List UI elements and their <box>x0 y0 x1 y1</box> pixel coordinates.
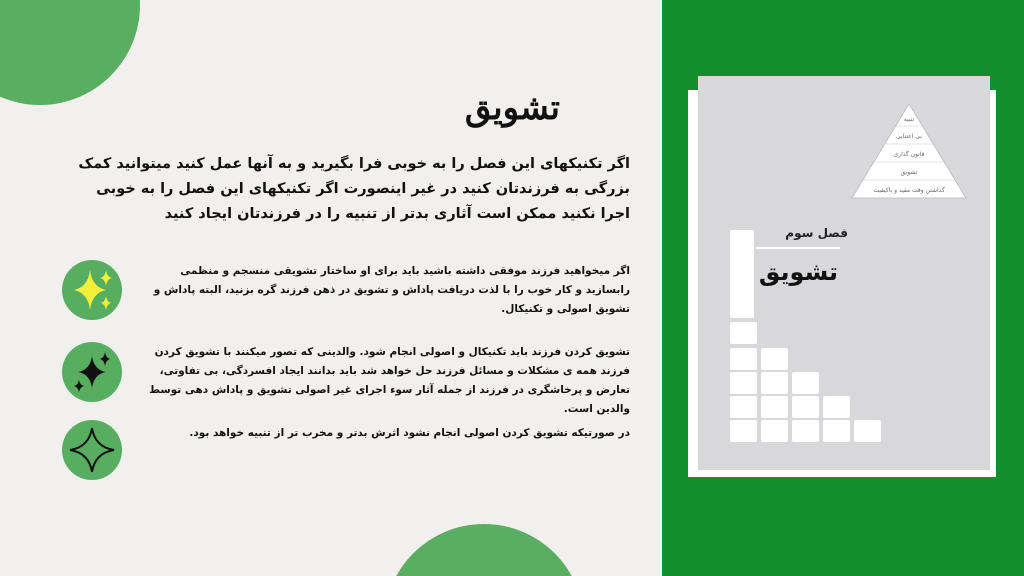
stair-block <box>823 420 850 442</box>
stair-block <box>792 396 819 418</box>
pyramid-level-1: تنبیه <box>903 116 915 123</box>
stair-block <box>854 420 881 442</box>
decorative-circle-bottom <box>384 524 584 576</box>
stair-block <box>792 372 819 394</box>
stair-block <box>761 396 788 418</box>
pyramid-diagram <box>850 102 968 202</box>
book-divider <box>756 247 840 249</box>
stair-block <box>761 372 788 394</box>
stair-block <box>761 348 788 370</box>
stair-block <box>730 372 757 394</box>
book-title: تشویق <box>758 258 838 286</box>
stair-block <box>730 420 757 442</box>
decorative-circle-top-left <box>0 0 140 105</box>
point-icon-circle-3 <box>62 420 122 480</box>
point-text-3: در صورتیکه تشویق کردن اصولی انجام نشود اثرش بدتر و مخرب تر از تنبیه خواهد بود. <box>189 427 630 439</box>
four-point-star-icon <box>62 420 122 480</box>
pyramid-level-5: گذاشتن وقت مفید و باکیفیت <box>873 187 945 194</box>
pyramid-level-2: بی اعتنایی <box>896 133 922 140</box>
stair-block <box>730 230 754 318</box>
stair-block <box>792 420 819 442</box>
pyramid-level-3: قانون گذاری <box>893 151 925 158</box>
sparkle-stars-icon <box>62 260 122 320</box>
stair-block <box>730 396 757 418</box>
point-icon-circle-1 <box>62 260 122 320</box>
book-chapter-label: فصل سوم <box>785 226 848 240</box>
intro-paragraph: اگر تکنیکهای این فصل را به خوبی فرا بگیرید و به آنها عمل کنید میتوانید کمک بزرگی به فرزندتان کنید در غیر اینصورت اگر تکنیکهای این فصل را به خوبی اجرا نکنید ممکن است آثاری بدتر از تنبیه را در فرزندتان ایجاد کنید <box>78 156 630 222</box>
stair-block <box>761 420 788 442</box>
point-text-1: اگر میخواهید فرزند موفقی داشته باشید باید برای او ساختار تشویقی منسجم و منظمی رابسازید و کار خوب را با لذت دریافت پاداش و تشویق در ذهن فرزند گره بزنید، البته پاداش و تشویق اصولی و تکنیکال. <box>153 265 630 315</box>
point-icon-circle-2 <box>62 342 122 402</box>
stair-block <box>730 322 757 344</box>
page-title: تشویق <box>464 88 560 128</box>
stair-block <box>823 396 850 418</box>
stair-block <box>730 348 757 370</box>
pyramid-level-4: تشویق <box>900 169 918 176</box>
point-text-2: تشویق کردن فرزند باید تکنیکال و اصولی انجام شود. والدینی که تصور میکنند با تشویق کردن فرزند همه ی مشکلات و مسائل فرزند حل خواهد شد باید بدانند ایجاد افسردگی، بی تفاوتی، تعارض و پرخاشگری در فرزند از جمله آثار سوء اجرای غیر اصولی تشویق و پاداش دهی توسط والدین است. <box>149 346 630 415</box>
sparkle-stars-icon <box>62 342 122 402</box>
book-cover <box>698 76 990 470</box>
